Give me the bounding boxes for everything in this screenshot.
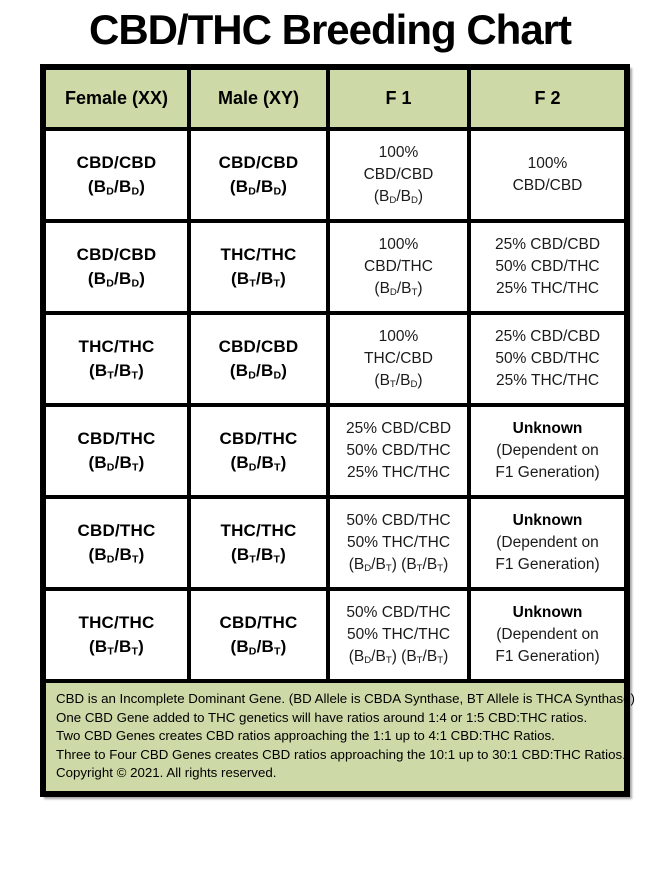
note-line: Copyright © 2021. All rights reserved.: [56, 765, 277, 781]
cell-line: $(B_T/B_T)$: [89, 637, 144, 658]
cell-male: [189, 589, 328, 681]
cell-line: CBD/CBD: [76, 245, 157, 264]
cell-line: CBD/THC: [219, 613, 298, 632]
cell-line: CBD/CBD: [218, 153, 299, 172]
cell-line: 25% THC/THC: [495, 280, 600, 297]
header-female: Female (XX): [43, 67, 189, 129]
cell-line: 50% CBD/THC: [346, 442, 451, 459]
cell-line: Unknown: [512, 604, 583, 621]
cell-f1: [328, 313, 469, 405]
cell-line: $(B_D/B_D)$: [229, 361, 288, 382]
note-line: CBD is an Incomplete Dominant Gene. (BD Allele is CBDA Synthase, BT Allele is THCA Synthase): [56, 691, 635, 706]
cell-line: F1 Generation): [495, 556, 600, 573]
cell-f1: [328, 589, 469, 681]
cell-line: CBD/CBD: [76, 153, 157, 172]
cell-line: 100%: [378, 328, 419, 345]
cell-f2: [469, 497, 627, 589]
cell-line: 100%: [527, 155, 568, 172]
cell-line: Unknown: [512, 512, 583, 529]
cell-line: $(B_T/B_T)$: [231, 269, 286, 290]
cell-f1: [328, 405, 469, 497]
cell-line: THC/THC: [220, 521, 297, 540]
table-body: [43, 129, 627, 681]
cell-line: 25% THC/THC: [346, 464, 451, 481]
cell-line: $(B_D/B_T)$: [88, 453, 145, 474]
cell-f1: [328, 497, 469, 589]
cell-female: [43, 129, 189, 221]
cell-line: $(B_T/B_D)$: [374, 372, 423, 391]
cell-female: [43, 497, 189, 589]
cell-line: $(B_D/B_D)$: [87, 269, 146, 290]
cell-line: 25% THC/THC: [495, 372, 600, 389]
cell-line: THC/THC: [78, 613, 155, 632]
cell-line: 50% CBD/THC: [495, 350, 600, 367]
cell-line: CBD/THC: [77, 521, 156, 540]
table-row: [43, 405, 627, 497]
cell-line: 100%: [378, 144, 419, 161]
header-f2: F 2: [469, 67, 627, 129]
cell-line: 25% CBD/CBD: [494, 328, 601, 345]
page-title: CBD/THC Breeding Chart: [88, 6, 572, 53]
cell-line: $(B_D/B_D)$: [87, 177, 146, 198]
cell-line: $(B_D/B_T)$: [374, 280, 423, 299]
header-f1: F 1: [328, 67, 469, 129]
cell-line: 50% THC/THC: [346, 534, 451, 551]
cell-line: (Dependent on: [496, 534, 599, 551]
table-row: [43, 497, 627, 589]
cell-line: CBD/THC: [364, 258, 433, 275]
cell-f2: [469, 129, 627, 221]
cell-line: 25% CBD/CBD: [494, 236, 601, 253]
cell-line: (Dependent on: [496, 442, 599, 459]
header-row: [43, 67, 627, 129]
cell-line: $(B_T/B_T)$: [89, 361, 144, 382]
cell-line: CBD/THC: [219, 429, 298, 448]
cell-male: [189, 221, 328, 313]
cell-line: $(B_D/B_T)$ $(B_T/B_T)$: [348, 556, 449, 575]
cell-male: [189, 313, 328, 405]
header-male: Male (XY): [189, 67, 328, 129]
cell-line: CBD/THC: [77, 429, 156, 448]
cell-line: $(B_T/B_T)$: [231, 545, 286, 566]
table-row: [43, 313, 627, 405]
cell-male: [189, 405, 328, 497]
breeding-table: [40, 64, 635, 797]
cell-line: THC/THC: [78, 337, 155, 356]
cell-line: F1 Generation): [495, 464, 600, 481]
cell-line: 50% THC/THC: [346, 626, 451, 643]
cell-line: $(B_D/B_T)$: [230, 453, 287, 474]
cell-female: [43, 221, 189, 313]
table-row: [43, 129, 627, 221]
cell-line: THC/THC: [220, 245, 297, 264]
cell-f1: [328, 221, 469, 313]
cell-line: 25% CBD/CBD: [345, 420, 452, 437]
cell-line: Unknown: [512, 420, 583, 437]
cell-line: $(B_D/B_T)$: [230, 637, 287, 658]
cell-line: 50% CBD/THC: [495, 258, 600, 275]
notes-cell: [43, 681, 635, 794]
cell-line: 100%: [378, 236, 419, 253]
cell-f2: [469, 313, 627, 405]
cell-male: [189, 129, 328, 221]
cell-line: $(B_D/B_T)$ $(B_T/B_T)$: [348, 648, 449, 667]
cell-line: CBD/CBD: [218, 337, 299, 356]
cell-line: F1 Generation): [495, 648, 600, 665]
cell-line: (Dependent on: [496, 626, 599, 643]
cell-f1: [328, 129, 469, 221]
cell-line: $(B_D/B_T)$: [88, 545, 145, 566]
cell-female: [43, 589, 189, 681]
cell-female: [43, 405, 189, 497]
note-line: One CBD Gene added to THC genetics will have ratios around 1:4 or 1:5 CBD:THC ratios.: [56, 709, 588, 725]
cell-line: $(B_D/B_D)$: [229, 177, 288, 198]
cell-female: [43, 313, 189, 405]
table-row: [43, 589, 627, 681]
cell-line: 50% CBD/THC: [346, 512, 451, 529]
cell-f2: [469, 405, 627, 497]
table-row: [43, 221, 627, 313]
note-line: Two CBD Genes creates CBD ratios approaching the 1:1 up to 4:1 CBD:THC Ratios.: [56, 728, 555, 744]
cell-male: [189, 497, 328, 589]
cell-line: 50% CBD/THC: [346, 604, 451, 621]
cell-f2: [469, 589, 627, 681]
cell-line: CBD/CBD: [512, 177, 583, 194]
cell-line: CBD/CBD: [363, 166, 434, 183]
footer-row: [43, 681, 627, 794]
note-line: Three to Four CBD Genes creates CBD ratios approaching the 10:1 up to 30:1 CBD:THC Ratios.: [56, 746, 626, 762]
cell-f2: [469, 221, 627, 313]
cell-line: $(B_D/B_D)$: [373, 188, 424, 207]
cell-line: THC/CBD: [364, 350, 433, 367]
